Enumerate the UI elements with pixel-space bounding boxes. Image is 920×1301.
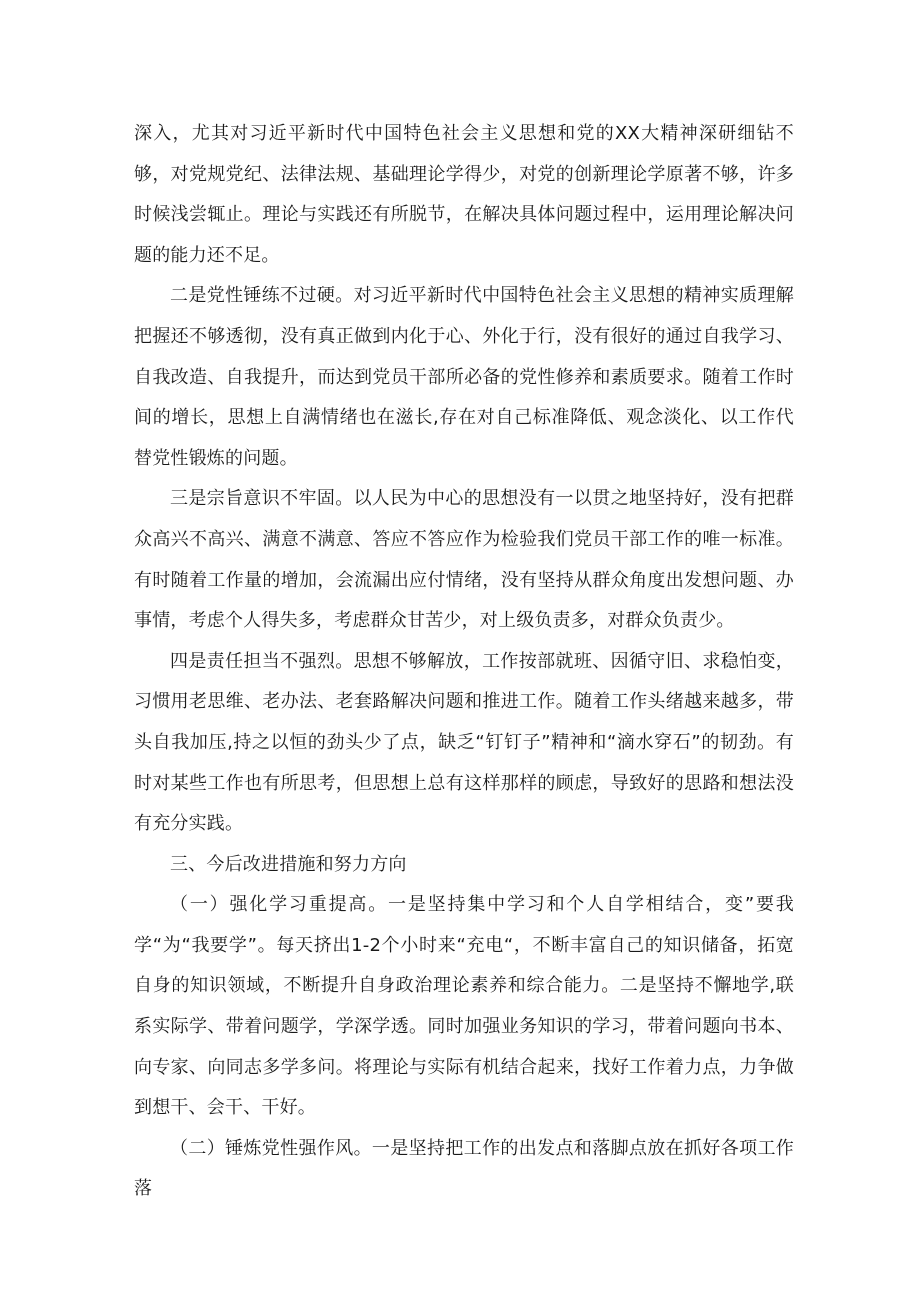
section-heading-improvement: 三、今后改进措施和努力方向 [170,853,407,875]
paragraph-continuation: 深入，尤其对习近平新时代中国特色社会主义思想和党的XX大精神深研细钻不够，对党规党纪、法律法规、基础理论学得少，对党的创新理论学原著不够，许多时候浅尝辄止。理论与实践还有所脱节，在解决具体问题过程中，运用理论解决问题的能力还不足。 [134,123,794,266]
document-body [134,114,794,1210]
paragraph-party-spirit: 二是党性锤练不过硬。对习近平新时代中国特色社会主义思想的精神实质理解把握还不够透彻，没有真正做到内化于心、外化于行，没有很好的通过自我学习、自我改造、自我提升，而达到党员干部所必备的党性修养和素质要求。随着工作时间的增长，思想上自满情绪也在滋长,存在对自己标准降低、观念淡化、以工作代替党性锻炼的问题。 [134,285,794,469]
paragraph-strengthen-learning: （一）强化学习重提高。一是坚持集中学习和个人自学相结合，变”要我学“为“我要学”。每天挤出1-2个小时来“充电“，不断丰富自己的知识储备，拓宽自身的知识领域，不断提升自身政治理论素养和综合能力。二是坚持不懈地学,联系实际学、带着问题学，学深学透。同时加强业务知识的学习，带着问题向书本、向专家、向同志多学多问。将理论与实际有机结合起来，找好工作着力点，力争做到想干、会干、干好。 [134,894,794,1119]
paragraph-purpose-awareness: 三是宗旨意识不牢固。以人民为中心的思想没有一以贯之地坚持好，没有把群众高兴不高兴、满意不满意、答应不答应作为检验我们党员干部工作的唯一标准。有时随着工作量的增加，会流漏出应付情绪，没有坚持从群众角度出发想问题、办事情，考虑个人得失多，考虑群众甘苦少，对上级负责多，对群众负责少。 [134,488,794,632]
paragraph-responsibility: 四是责任担当不强烈。思想不够解放，工作按部就班、因循守旧、求稳怕变，习惯用老思维、老办法、老套路解决问题和推进工作。随着工作头绪越来越多，带头自我加压,持之以恒的劲头少了点，缺乏“钉钉子”精神和“滴水穿石”的韧劲。有时对某些工作也有所思考，但思想上总有这样那样的顾虑，导致好的思路和想法没有充分实践。 [134,650,794,835]
paragraph-temper-party-spirit: （二）锤炼党性强作风。一是坚持把工作的出发点和落脚点放在抓好各项工作落 [134,1137,794,1200]
